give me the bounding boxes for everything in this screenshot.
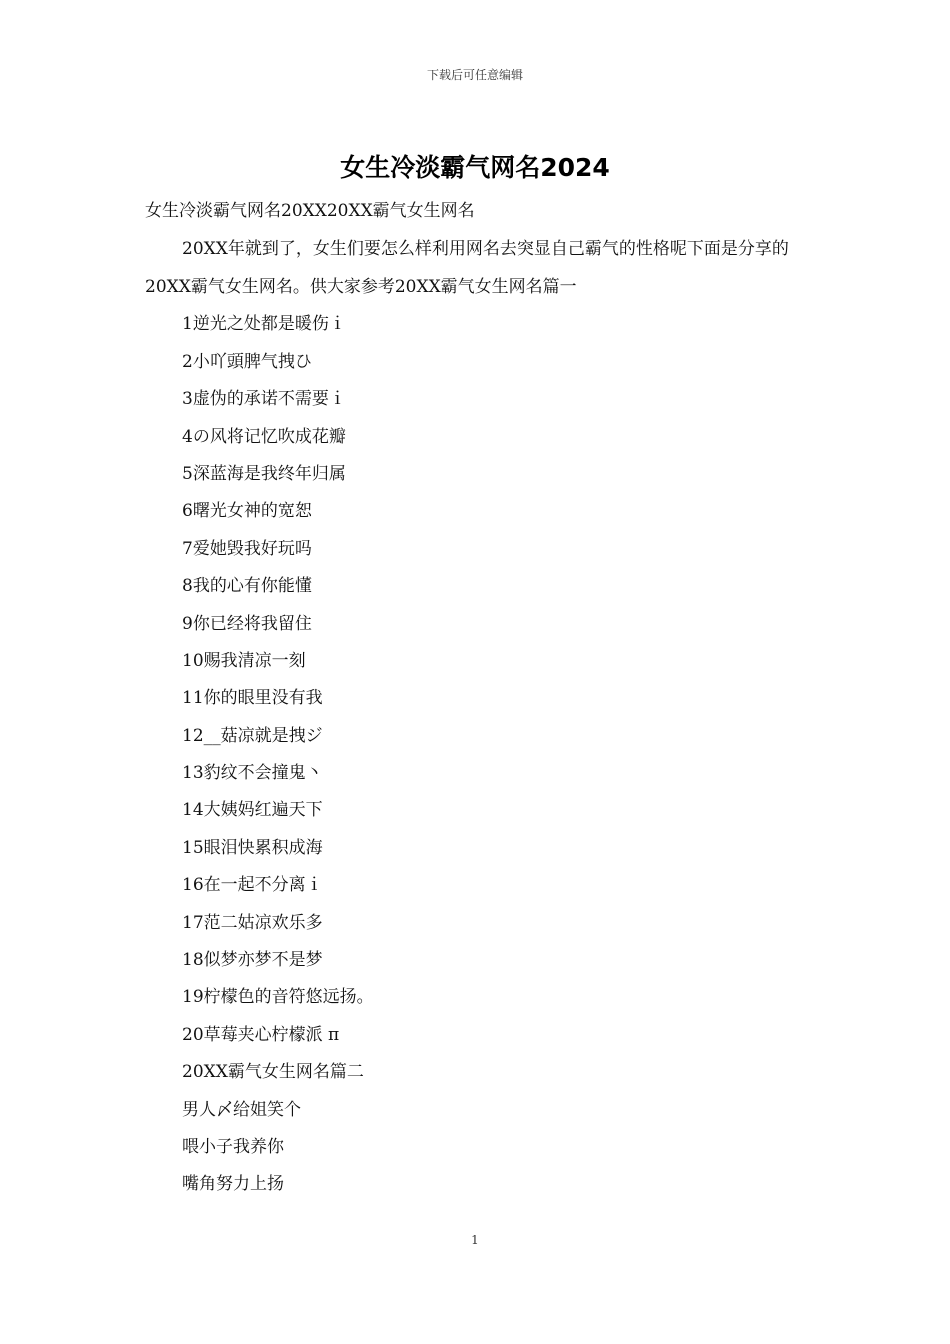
list-item: 20草莓夹心柠檬派 π	[182, 1024, 340, 1045]
subtitle-line: 女生冷淡霸气网名20XX20XX霸气女生网名	[145, 201, 475, 221]
list-item: 4の风将记忆吹成花瓣	[182, 426, 346, 447]
document-title: 女生冷淡霸气网名2024	[340, 153, 610, 182]
list-item: 17范二姑凉欢乐多	[182, 912, 323, 933]
list-item: 12__菇凉就是拽ジ	[182, 725, 323, 746]
list-item: 7爱她毁我好玩吗	[182, 538, 312, 559]
list-item: 男人〆给姐笑个	[182, 1099, 301, 1120]
list-item: 8我的心有你能懂	[182, 576, 312, 597]
list-item: 14大姨妈红遍天下	[182, 800, 323, 821]
list-item: 19柠檬色的音符悠远扬。	[182, 987, 374, 1008]
list-item: 10赐我清凉一刻	[182, 650, 306, 671]
document-body	[145, 193, 810, 1204]
list-item: 2小吖頭脾气拽ひ	[182, 351, 312, 372]
page-header: 下载后可任意编辑	[426, 68, 523, 82]
list-item: 11你的眼里没有我	[182, 688, 323, 709]
list-item: 3虚伪的承诺不需要ｉ	[182, 389, 346, 410]
intro-paragraph: 20XX年就到了，女生们要怎么样利用网名去突显自己霸气的性格呢下面是分享的20XX霸气女生网名。供大家参考20XX霸气女生网名篇一	[145, 239, 789, 298]
list-item: 9你已经将我留住	[182, 613, 312, 634]
list-item: 5深蓝海是我终年归属	[182, 463, 346, 484]
page-number: 1	[471, 1233, 479, 1247]
list-item: 1逆光之处都是暖伤ｉ	[182, 314, 346, 335]
list-item: 嘴角努力上扬	[182, 1174, 284, 1195]
list-item: 18似梦亦梦不是梦	[182, 950, 323, 971]
list-item: 16在一起不分离ｉ	[182, 875, 323, 896]
list-item: 喂小子我养你	[182, 1136, 284, 1157]
section-heading: 20XX霸气女生网名篇二	[182, 1062, 364, 1083]
list-item: 15眼泪快累积成海	[182, 837, 323, 858]
list-item: 6曙光女神的宽恕	[182, 501, 312, 522]
list-item: 13豹纹不会撞鬼丶	[182, 763, 323, 784]
